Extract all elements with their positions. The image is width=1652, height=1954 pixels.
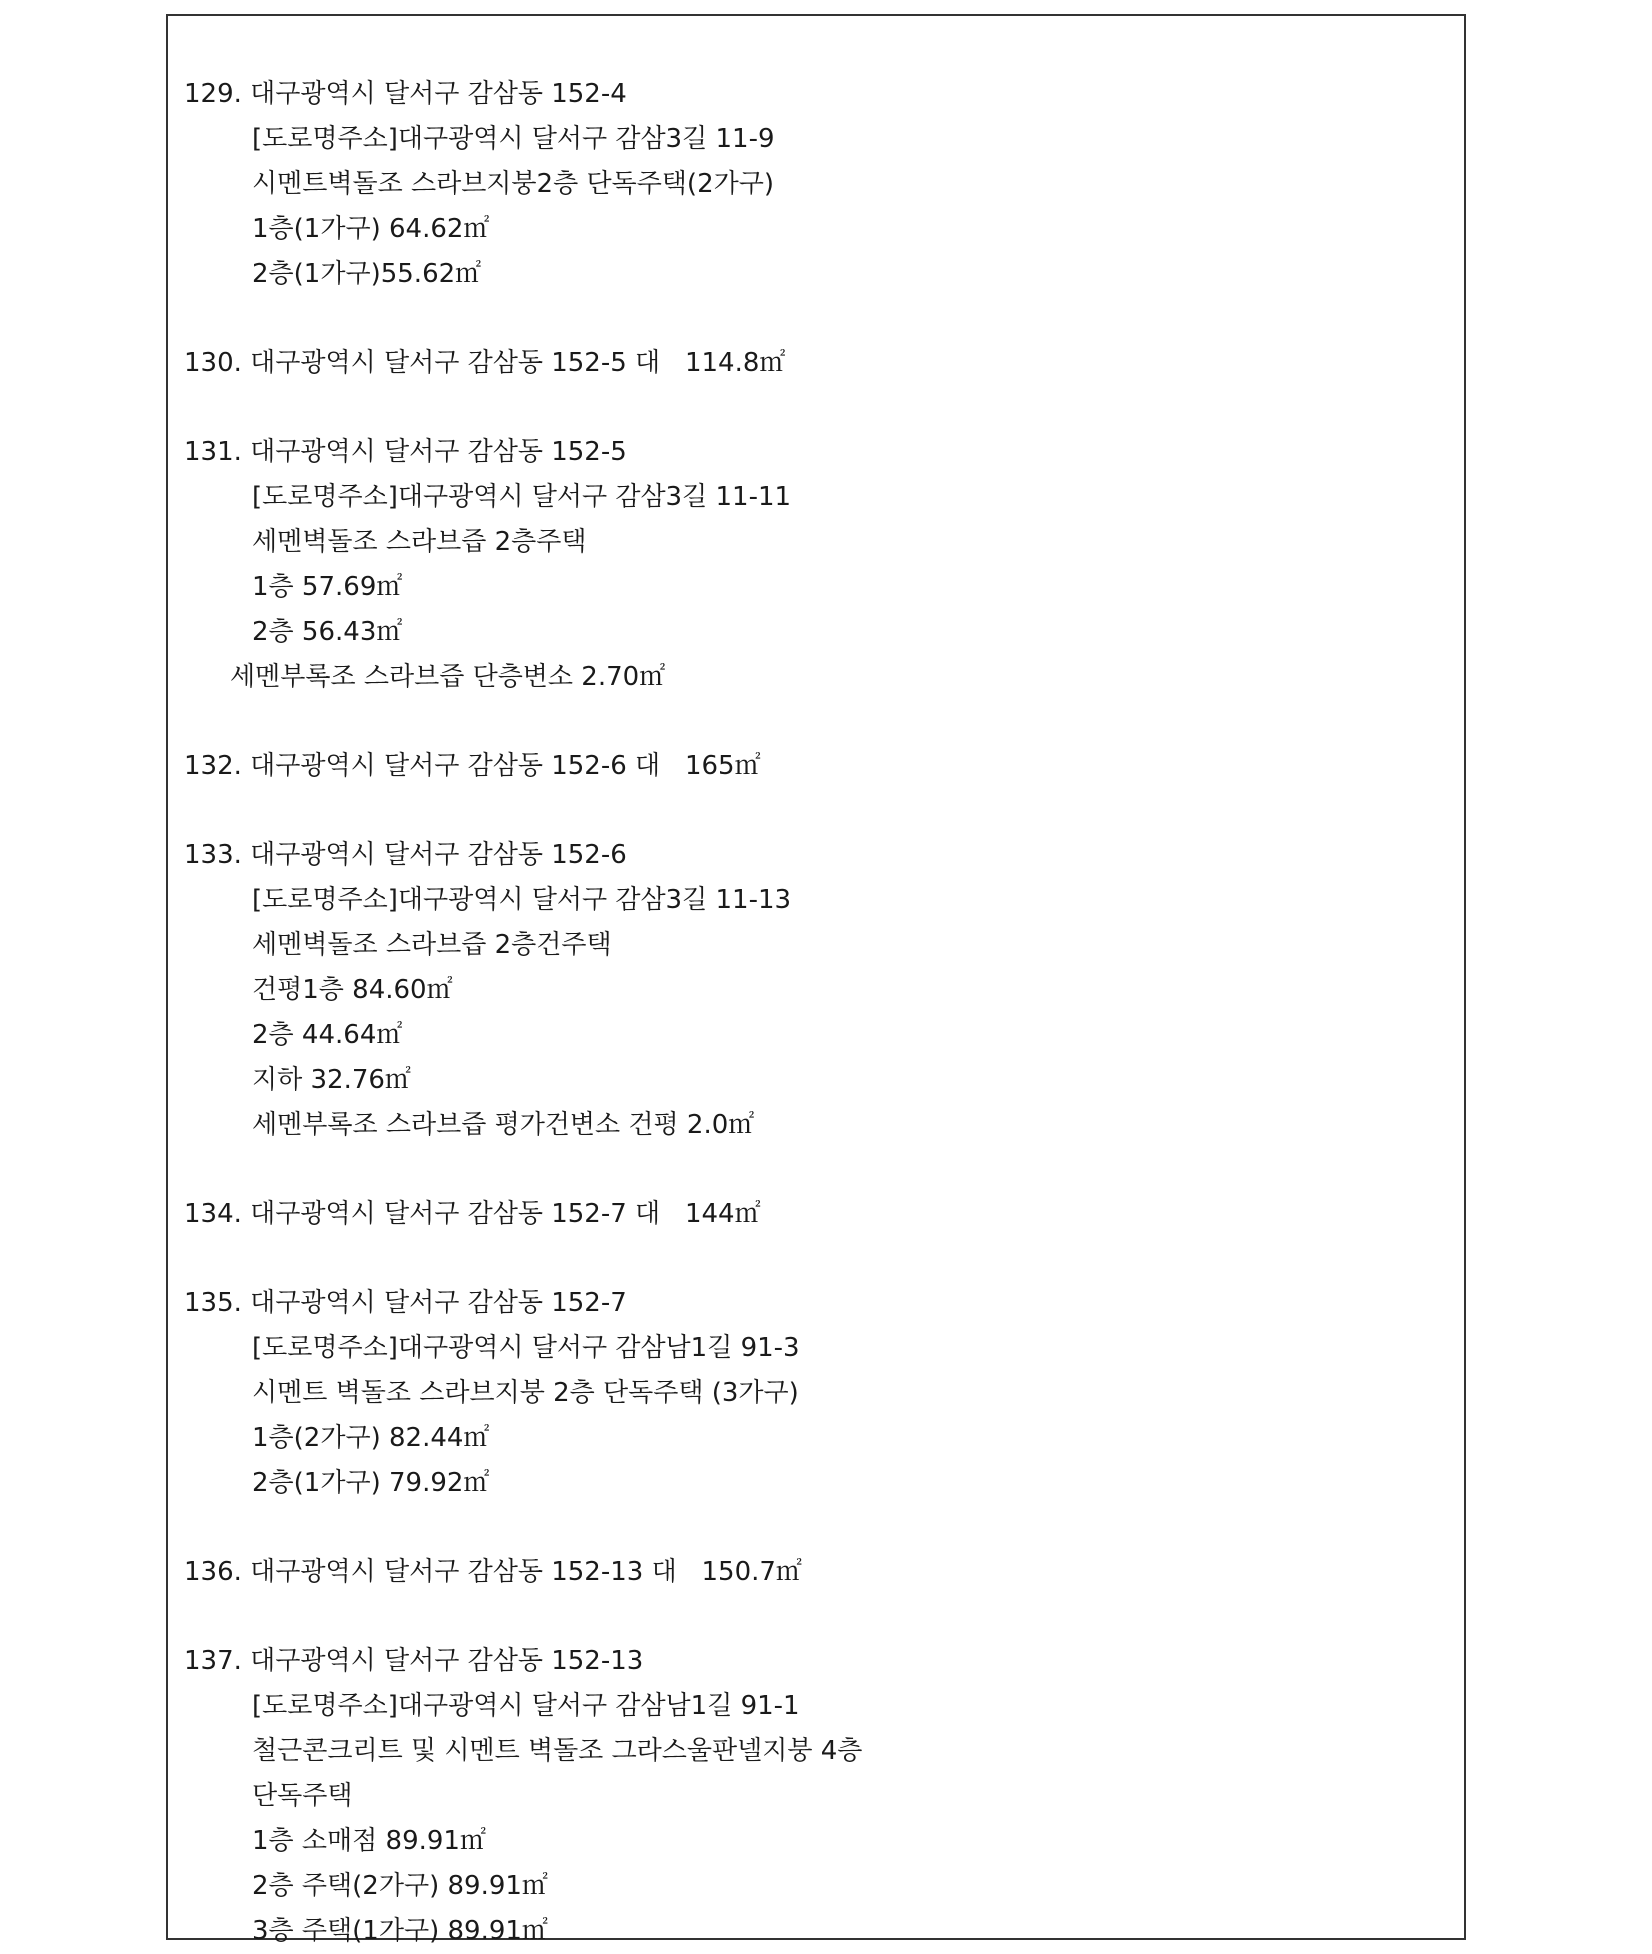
floor-area: 1층(2가구) 82.44㎡ [252, 1423, 490, 1453]
entry-spacer [168, 700, 1464, 744]
entry-spacer [168, 1237, 1464, 1281]
entry-heading: 130. 대구광역시 달서구 감삼동 152-5 대 114.8㎡ [184, 348, 786, 378]
entry-spacer [168, 1595, 1464, 1639]
entry-spacer [168, 386, 1464, 430]
building-structure: 세멘벽돌조 스라브즙 2층건주택 [252, 930, 612, 960]
floor-area: 2층(1가구)55.62㎡ [252, 259, 482, 289]
floor-area: 3층 주택(1가구) 89.91㎡ [252, 1916, 548, 1946]
property-entry-136 [168, 1550, 1464, 1595]
annex-structure: 세멘부록조 스라브즙 평가건변소 건평 2.0㎡ [252, 1110, 755, 1140]
page-content [168, 72, 1464, 1946]
entry-heading: 137. 대구광역시 달서구 감삼동 152-13 [184, 1646, 644, 1676]
entry-heading: 135. 대구광역시 달서구 감삼동 152-7 [184, 1288, 627, 1318]
entry-heading: 132. 대구광역시 달서구 감삼동 152-6 대 165㎡ [184, 751, 761, 781]
floor-area: 2층 44.64㎡ [252, 1020, 403, 1050]
road-address: [도로명주소]대구광역시 달서구 감삼3길 11-13 [252, 885, 792, 915]
entry-spacer [168, 1506, 1464, 1550]
property-entry-134 [168, 1192, 1464, 1237]
building-use: 단독주택 [252, 1781, 353, 1811]
property-entry-130 [168, 341, 1464, 386]
entry-heading: 136. 대구광역시 달서구 감삼동 152-13 대 150.7㎡ [184, 1557, 802, 1587]
property-entry-137 [168, 1639, 1464, 1954]
property-entry-135 [168, 1281, 1464, 1506]
road-address: [도로명주소]대구광역시 달서구 감삼3길 11-11 [252, 482, 792, 512]
floor-area: 건평1층 84.60㎡ [252, 975, 453, 1005]
road-address: [도로명주소]대구광역시 달서구 감삼남1길 91-1 [252, 1691, 800, 1721]
road-address: [도로명주소]대구광역시 달서구 감삼남1길 91-3 [252, 1333, 800, 1363]
floor-area: 지하 32.76㎡ [252, 1065, 411, 1095]
entry-spacer [168, 1148, 1464, 1192]
floor-area: 2층(1가구) 79.92㎡ [252, 1468, 490, 1498]
floor-area: 1층 소매점 89.91㎡ [252, 1826, 486, 1856]
floor-area: 1층(1가구) 64.62㎡ [252, 214, 490, 244]
building-structure: 시멘트벽돌조 스라브지붕2층 단독주택(2가구) [252, 169, 774, 199]
building-structure: 철근콘크리트 및 시멘트 벽돌조 그라스울판넬지붕 4층 [252, 1736, 863, 1766]
entry-spacer [168, 297, 1464, 341]
property-entry-131 [168, 430, 1464, 700]
property-entry-129 [168, 72, 1464, 297]
entry-heading: 134. 대구광역시 달서구 감삼동 152-7 대 144㎡ [184, 1199, 761, 1229]
document-frame [166, 14, 1466, 1946]
entry-heading: 131. 대구광역시 달서구 감삼동 152-5 [184, 437, 627, 467]
entry-spacer [168, 789, 1464, 833]
building-structure: 세멘벽돌조 스라브즙 2층주택 [252, 527, 587, 557]
building-structure: 시멘트 벽돌조 스라브지붕 2층 단독주택 (3가구) [252, 1378, 799, 1408]
entry-heading: 129. 대구광역시 달서구 감삼동 152-4 [184, 79, 627, 109]
annex-structure: 세멘부록조 스라브즙 단층변소 2.70㎡ [230, 662, 666, 692]
property-entry-133 [168, 833, 1464, 1148]
entry-heading: 133. 대구광역시 달서구 감삼동 152-6 [184, 840, 627, 870]
floor-area: 1층 57.69㎡ [252, 572, 403, 602]
property-entry-132 [168, 744, 1464, 789]
road-address: [도로명주소]대구광역시 달서구 감삼3길 11-9 [252, 124, 775, 154]
floor-area: 2층 56.43㎡ [252, 617, 403, 647]
floor-area: 2층 주택(2가구) 89.91㎡ [252, 1871, 548, 1901]
